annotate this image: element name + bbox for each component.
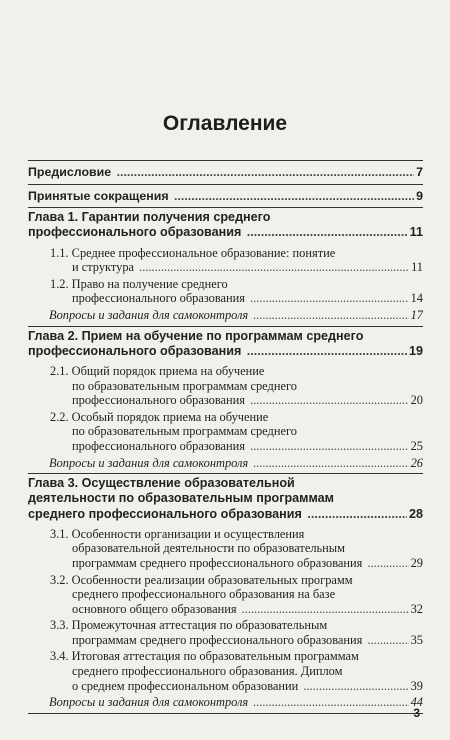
toc-line bbox=[28, 507, 423, 522]
toc-text: 3.2. Особенности реализации образовательных программ bbox=[50, 572, 353, 587]
dot-leader bbox=[243, 225, 423, 239]
toc-text: о среднем профессиональном образовании bbox=[72, 678, 299, 693]
toc-line bbox=[28, 344, 423, 359]
toc-text: по образовательным программам среднего bbox=[72, 424, 297, 439]
toc-text: профессионального образования bbox=[28, 343, 242, 358]
toc-text: 26 bbox=[410, 455, 423, 470]
toc-text: 28 bbox=[408, 506, 423, 521]
toc-line bbox=[28, 679, 423, 694]
toc-text: 14 bbox=[410, 291, 423, 306]
dot-leader bbox=[247, 393, 423, 407]
toc-line bbox=[28, 633, 423, 648]
toc-entry-section-1-2[interactable] bbox=[28, 277, 423, 306]
toc-text: 35 bbox=[410, 632, 423, 647]
toc-text: 11 bbox=[409, 225, 423, 240]
toc-line bbox=[28, 291, 423, 306]
toc-line bbox=[28, 587, 423, 602]
dot-leader bbox=[136, 260, 423, 274]
table-of-contents bbox=[28, 160, 423, 714]
dot-leader bbox=[300, 679, 423, 693]
toc-text: среднего профессионального образования. Диплом bbox=[72, 664, 343, 679]
toc-entry-questions-3[interactable] bbox=[28, 695, 423, 710]
toc-text: 20 bbox=[410, 393, 423, 408]
toc-entry-preface[interactable] bbox=[28, 161, 423, 184]
toc-text: 11 bbox=[411, 260, 423, 275]
toc-text: и структура bbox=[72, 260, 135, 275]
toc-text: 2.1. Общий порядок приема на обучение bbox=[50, 363, 265, 378]
toc-entry-section-2-1[interactable] bbox=[28, 364, 423, 408]
toc-entry-section-3-4[interactable] bbox=[28, 649, 423, 693]
dot-leader bbox=[239, 602, 423, 616]
toc-text: Вопросы и задания для самоконтроля bbox=[49, 455, 249, 470]
toc-entry-section-2-2[interactable] bbox=[28, 410, 423, 454]
dot-leader bbox=[250, 456, 423, 470]
toc-text: 1.2. Право на получение среднего bbox=[50, 276, 228, 291]
toc-line bbox=[28, 664, 423, 679]
dot-leader bbox=[304, 507, 423, 521]
toc-line bbox=[28, 491, 423, 506]
toc-entry-questions-2[interactable] bbox=[28, 456, 423, 471]
toc-text: 1.1. Среднее профессиональное образование: понятие bbox=[50, 245, 336, 260]
toc-line bbox=[28, 379, 423, 394]
toc-text: Глава 1. Гарантии получения среднего bbox=[28, 210, 271, 225]
toc-line bbox=[28, 277, 423, 292]
toc-line bbox=[28, 424, 423, 439]
toc-entry-abbreviations[interactable] bbox=[28, 185, 423, 208]
toc-text: профессионального образования bbox=[72, 393, 246, 408]
toc-text: по образовательным программам среднего bbox=[72, 378, 297, 393]
toc-text: Предисловие bbox=[28, 165, 112, 179]
toc-line bbox=[28, 393, 423, 408]
toc-text: 39 bbox=[410, 678, 423, 693]
toc-text: 3.1. Особенности организации и осуществления bbox=[50, 526, 305, 541]
toc-text: основного общего образования bbox=[72, 601, 237, 616]
toc-entry-section-3-2[interactable] bbox=[28, 573, 423, 617]
toc-text: Глава 2. Прием на обучение по программам среднего bbox=[28, 328, 364, 343]
toc-text: среднего профессионального образования bbox=[28, 506, 302, 521]
dot-leader bbox=[247, 439, 423, 453]
toc-text: деятельности по образовательным программам bbox=[28, 491, 334, 506]
toc-line bbox=[28, 602, 423, 617]
toc-line bbox=[28, 410, 423, 425]
toc-text: 3.4. Итоговая аттестация по образовательным программам bbox=[50, 649, 359, 664]
toc-line bbox=[28, 225, 423, 240]
toc-text: профессионального образования bbox=[72, 291, 246, 306]
toc-line bbox=[28, 189, 423, 204]
toc-line bbox=[28, 573, 423, 588]
toc-text: профессионального образования bbox=[28, 225, 242, 240]
toc-text: Принятые сокращения bbox=[28, 188, 169, 203]
toc-line bbox=[28, 260, 423, 275]
toc-text: среднего профессионального образования на базе bbox=[72, 587, 336, 602]
toc-text: 44 bbox=[410, 695, 423, 710]
toc-line bbox=[28, 527, 423, 542]
dot-leader bbox=[250, 308, 423, 322]
toc-line bbox=[28, 165, 423, 180]
toc-line bbox=[28, 364, 423, 379]
toc-text: Вопросы и задания для самоконтроля bbox=[49, 307, 249, 322]
toc-text: 9 bbox=[416, 188, 423, 203]
toc-entry-section-1-1[interactable] bbox=[28, 246, 423, 275]
toc-text: профессионального образования bbox=[72, 438, 246, 453]
page-number: 3 bbox=[413, 706, 420, 720]
toc-text: Глава 3. Осуществление образовательной bbox=[28, 476, 295, 491]
toc-text: 3.3. Промежуточная аттестация по образовательным bbox=[50, 618, 328, 633]
dot-leader bbox=[113, 165, 423, 179]
toc-entry-chapter-1[interactable] bbox=[28, 208, 423, 243]
dot-leader bbox=[243, 344, 423, 358]
toc-text: 7 bbox=[416, 165, 423, 179]
toc-entry-section-3-1[interactable] bbox=[28, 527, 423, 571]
toc-line bbox=[28, 439, 423, 454]
toc-line bbox=[28, 541, 423, 556]
toc-line bbox=[28, 210, 423, 225]
toc-text: Вопросы и задания для самоконтроля bbox=[49, 695, 249, 710]
dot-leader bbox=[171, 189, 423, 203]
toc-line bbox=[28, 246, 423, 261]
toc-line bbox=[28, 649, 423, 664]
toc-entry-chapter-3[interactable] bbox=[28, 474, 423, 525]
toc-text: образовательной деятельности по образовательным bbox=[72, 541, 345, 556]
toc-text: 19 bbox=[408, 343, 423, 358]
toc-text: 29 bbox=[410, 555, 423, 570]
dot-leader bbox=[250, 695, 423, 709]
toc-text: 32 bbox=[410, 601, 423, 616]
toc-line bbox=[28, 476, 423, 491]
toc-line bbox=[28, 308, 423, 323]
toc-text: 2.2. Особый порядок приема на обучение bbox=[50, 409, 269, 424]
toc-entry-questions-1[interactable] bbox=[28, 308, 423, 323]
page-title: Оглавление bbox=[162, 112, 288, 135]
toc-line bbox=[28, 556, 423, 571]
toc-entry-chapter-2[interactable] bbox=[28, 327, 423, 362]
toc-text: программам среднего профессионального образования bbox=[72, 555, 363, 570]
toc-line bbox=[28, 695, 423, 710]
toc-line bbox=[28, 456, 423, 471]
toc-line bbox=[28, 329, 423, 344]
toc-text: 25 bbox=[410, 438, 423, 453]
dot-leader bbox=[247, 291, 423, 305]
toc-entry-section-3-3[interactable] bbox=[28, 618, 423, 647]
toc-text: программам среднего профессионального образования bbox=[72, 632, 363, 647]
toc-text: 17 bbox=[410, 307, 423, 322]
toc-line bbox=[28, 618, 423, 633]
divider bbox=[28, 713, 423, 714]
